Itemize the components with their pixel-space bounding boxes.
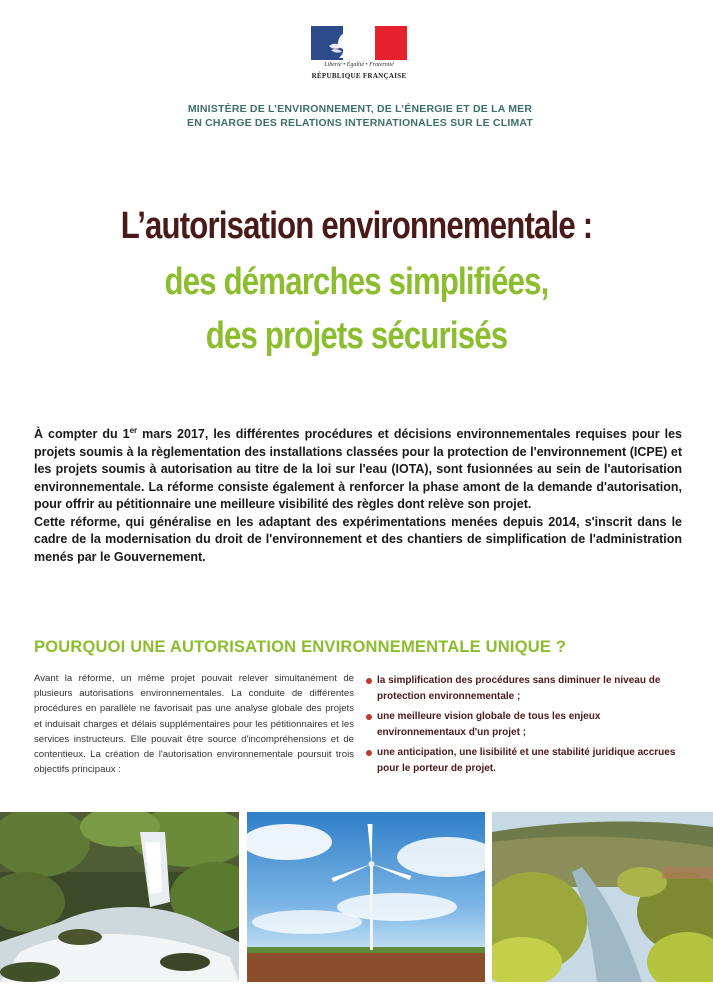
river-landscape-photo — [492, 812, 713, 982]
objectives-list — [366, 673, 692, 781]
objective-text: une meilleure vision globale de tous les enjeux environnementaux d'un projet ; — [377, 711, 601, 738]
intro-p1-start: À compter du 1 — [34, 427, 130, 441]
marianne-icon — [325, 28, 365, 58]
waterfall-photo — [0, 812, 239, 982]
subtitle-line-2: des projets sécurisés — [205, 315, 508, 357]
objective-text: la simplification des procédures sans diminuer le niveau de protection environnementale ; — [377, 675, 661, 702]
intro-paragraph-2: Cette réforme, qui généralise en les adaptant des expérimentations menées depuis 2014, s'inscrit dans le cadre de la modernisation du droit de l'environnement et des chantiers de simplification de l'administration menés par le Gouvernement. — [34, 514, 682, 564]
intro-paragraph-1 — [34, 426, 682, 514]
republique-francaise-logo — [311, 26, 407, 88]
intro-text — [34, 426, 682, 566]
objective-item — [366, 709, 692, 740]
bullet-dot-icon — [366, 678, 372, 684]
republic-name: RÉPUBLIQUE FRANÇAISE — [311, 72, 407, 80]
ministry-header — [120, 102, 600, 130]
objective-item — [366, 673, 692, 704]
subtitle-line-1: des démarches simplifiées, — [164, 261, 549, 303]
ministry-line-1: MINISTÈRE DE L’ENVIRONNEMENT, DE L’ÉNERGIE ET DE LA MER — [187, 103, 533, 115]
ministry-line-2: EN CHARGE DES RELATIONS INTERNATIONALES SUR LE CLIMAT — [186, 117, 534, 129]
objective-text: une anticipation, une lisibilité et une stabilité juridique accrues pour le porteur de projet. — [377, 747, 676, 774]
section-heading: POURQUOI UNE AUTORISATION ENVIRONNEMENTALE UNIQUE ? — [34, 638, 567, 656]
objective-item — [366, 745, 692, 776]
intro-p1-rest: mars 2017, les différentes procédures et décisions environnementales requises pour les projets soumis à la règlementation des installations classées pour la protection de l'environnement (ICPE) et les projets soumis à autorisation au titre de la loi sur l'eau (IOTA), sont fusionnées au sein de l'autorisation environnementale. La réforme consiste également à renforcer la phase amont de la demande d'autorisation, pour offrir au pétitionnaire une meilleure visibilité des règles dont relève son projet. — [34, 427, 682, 511]
bullet-dot-icon — [366, 714, 372, 720]
bullet-dot-icon — [366, 750, 372, 756]
republic-motto: Liberté • Égalité • Fraternité — [324, 62, 394, 68]
section-left-text: Avant la réforme, un même projet pouvait relever simultanément de plusieurs autorisations environnementales. La conduite de différentes procédures en parallèle ne favorisait pas une analyse globale des projets et induisait charges et délais supplémentaires pour les pétitionnaires et les services instructeurs. Elle pouvait être source d'incompréhensions et de contentieux. La création de l'autorisation environnementale poursuit trois objectifs principaux : — [34, 673, 354, 776]
wind-turbine-photo — [247, 812, 485, 982]
main-title: L’autorisation environnementale : — [120, 205, 593, 247]
intro-p1-sup: er — [129, 425, 138, 435]
